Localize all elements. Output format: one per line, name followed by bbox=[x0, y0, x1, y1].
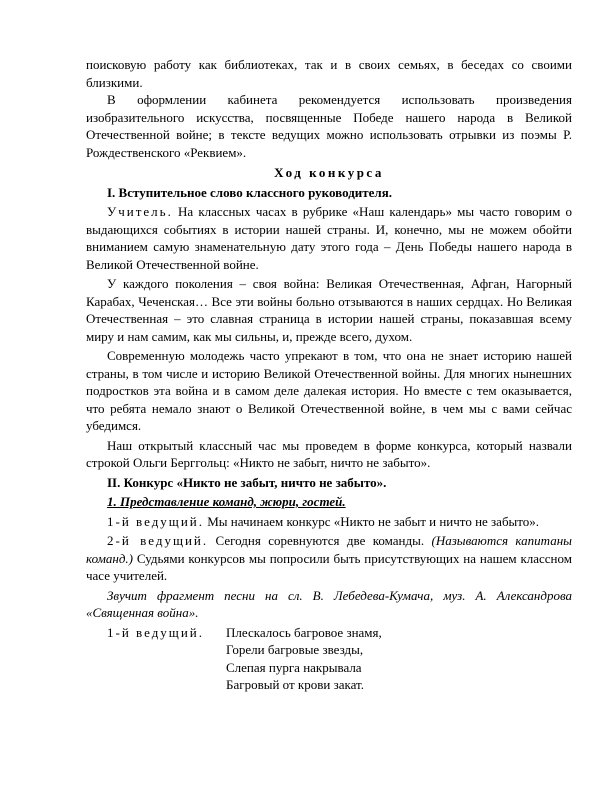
document-page bbox=[86, 56, 572, 694]
host-2-paragraph bbox=[86, 532, 572, 585]
intro-paragraph-2: В оформлении кабинета рекомендуется использовать произведения изобразительного искусства, посвященные Победе нашего народа в Великой Отечественной войне; в тексте ведущих можно использовать отрывки из поэмы Р. Рождественского «Реквием». bbox=[86, 92, 572, 160]
poem-speaker: 1-й ведущий. bbox=[107, 624, 204, 640]
section-2-title: II. Конкурс «Никто не забыт, ничто не забыто». bbox=[107, 474, 387, 490]
poem-line: Багровый от крови закат. bbox=[226, 677, 364, 692]
poem-block bbox=[86, 624, 572, 694]
stage-direction: Звучит фрагмент песни на сл. В. Лебедева-Кумача, муз. А. Александрова «Священная война». bbox=[86, 587, 572, 620]
section-1-paragraph-2: У каждого поколения – своя война: Великая Отечественная, Афган, Нагорный Карабах, Чеченская… Все эти войны больно отзываются в наших сердцах. Но Великая Отечественная – это славная страница в истории нашей страны, показавшая всему миру и нам самим, как мы сильны, и, прежде всего, духом. bbox=[86, 276, 572, 344]
section-heading: Ход конкурса bbox=[274, 165, 384, 180]
teacher-text: На классных часах в рубрике «Наш календарь» мы часто говорим о выдающихся событиях в истории нашей страны. И, конечно, мы не можем обойти вниманием самую знаменательную дату этого года – День Победы нашего народа в Великой Отечественной войне. bbox=[86, 204, 572, 272]
section-1-paragraph-3: Современную молодежь часто упрекают в том, что она не знает историю нашей страны, в том числе и историю Великой Отечественной войны. Для многих нынешних подростков эта война и в самом деле далекая история. Но вместе с тем оказывается, что ребята немало знают о Великой Отечественной войне, в чем мы с вами сейчас убедимся. bbox=[86, 348, 572, 433]
poem-lines bbox=[226, 624, 572, 694]
host-1-paragraph bbox=[86, 513, 572, 531]
teacher-speaker: Учитель. bbox=[107, 204, 173, 219]
poem-line: Горели багровые звезды, bbox=[226, 642, 364, 657]
host-2-speaker: 2-й ведущий. bbox=[107, 533, 209, 548]
section-2-subtitle-paragraph bbox=[86, 493, 572, 511]
host-1-text: Мы начинаем конкурс «Никто не забыт и ничто не забыто». bbox=[204, 513, 540, 529]
section-1-paragraph-4: Наш открытый классный час мы проведем в форме конкурса, который назвали строкой Ольги Берггольц: «Никто не забыт, ничто не забыто». bbox=[86, 437, 572, 470]
host-2-text-a: Сегодня соревнуются две команды. bbox=[208, 533, 432, 548]
intro-paragraph-1: поисковую работу как библиотеках, так и в своих семьях, в беседах со своими близкими. bbox=[86, 57, 572, 90]
section-1-title: I. Вступительное слово классного руководителя. bbox=[107, 184, 393, 200]
poem-line: Слепая пурга накрывала bbox=[226, 659, 362, 675]
host-2-text-b: Судьями конкурсов мы попросили быть присутствующих на нашем классном часе учителей. bbox=[86, 550, 572, 583]
host-1-speaker: 1-й ведущий. bbox=[107, 513, 204, 529]
section-2-subtitle: 1. Представление команд, жюри, гостей. bbox=[107, 494, 346, 509]
poem-line: Плескалось багровое знамя, bbox=[226, 624, 382, 640]
host-2-stage-note: (Называются капитаны команд.) bbox=[86, 533, 572, 566]
teacher-paragraph bbox=[86, 203, 572, 273]
